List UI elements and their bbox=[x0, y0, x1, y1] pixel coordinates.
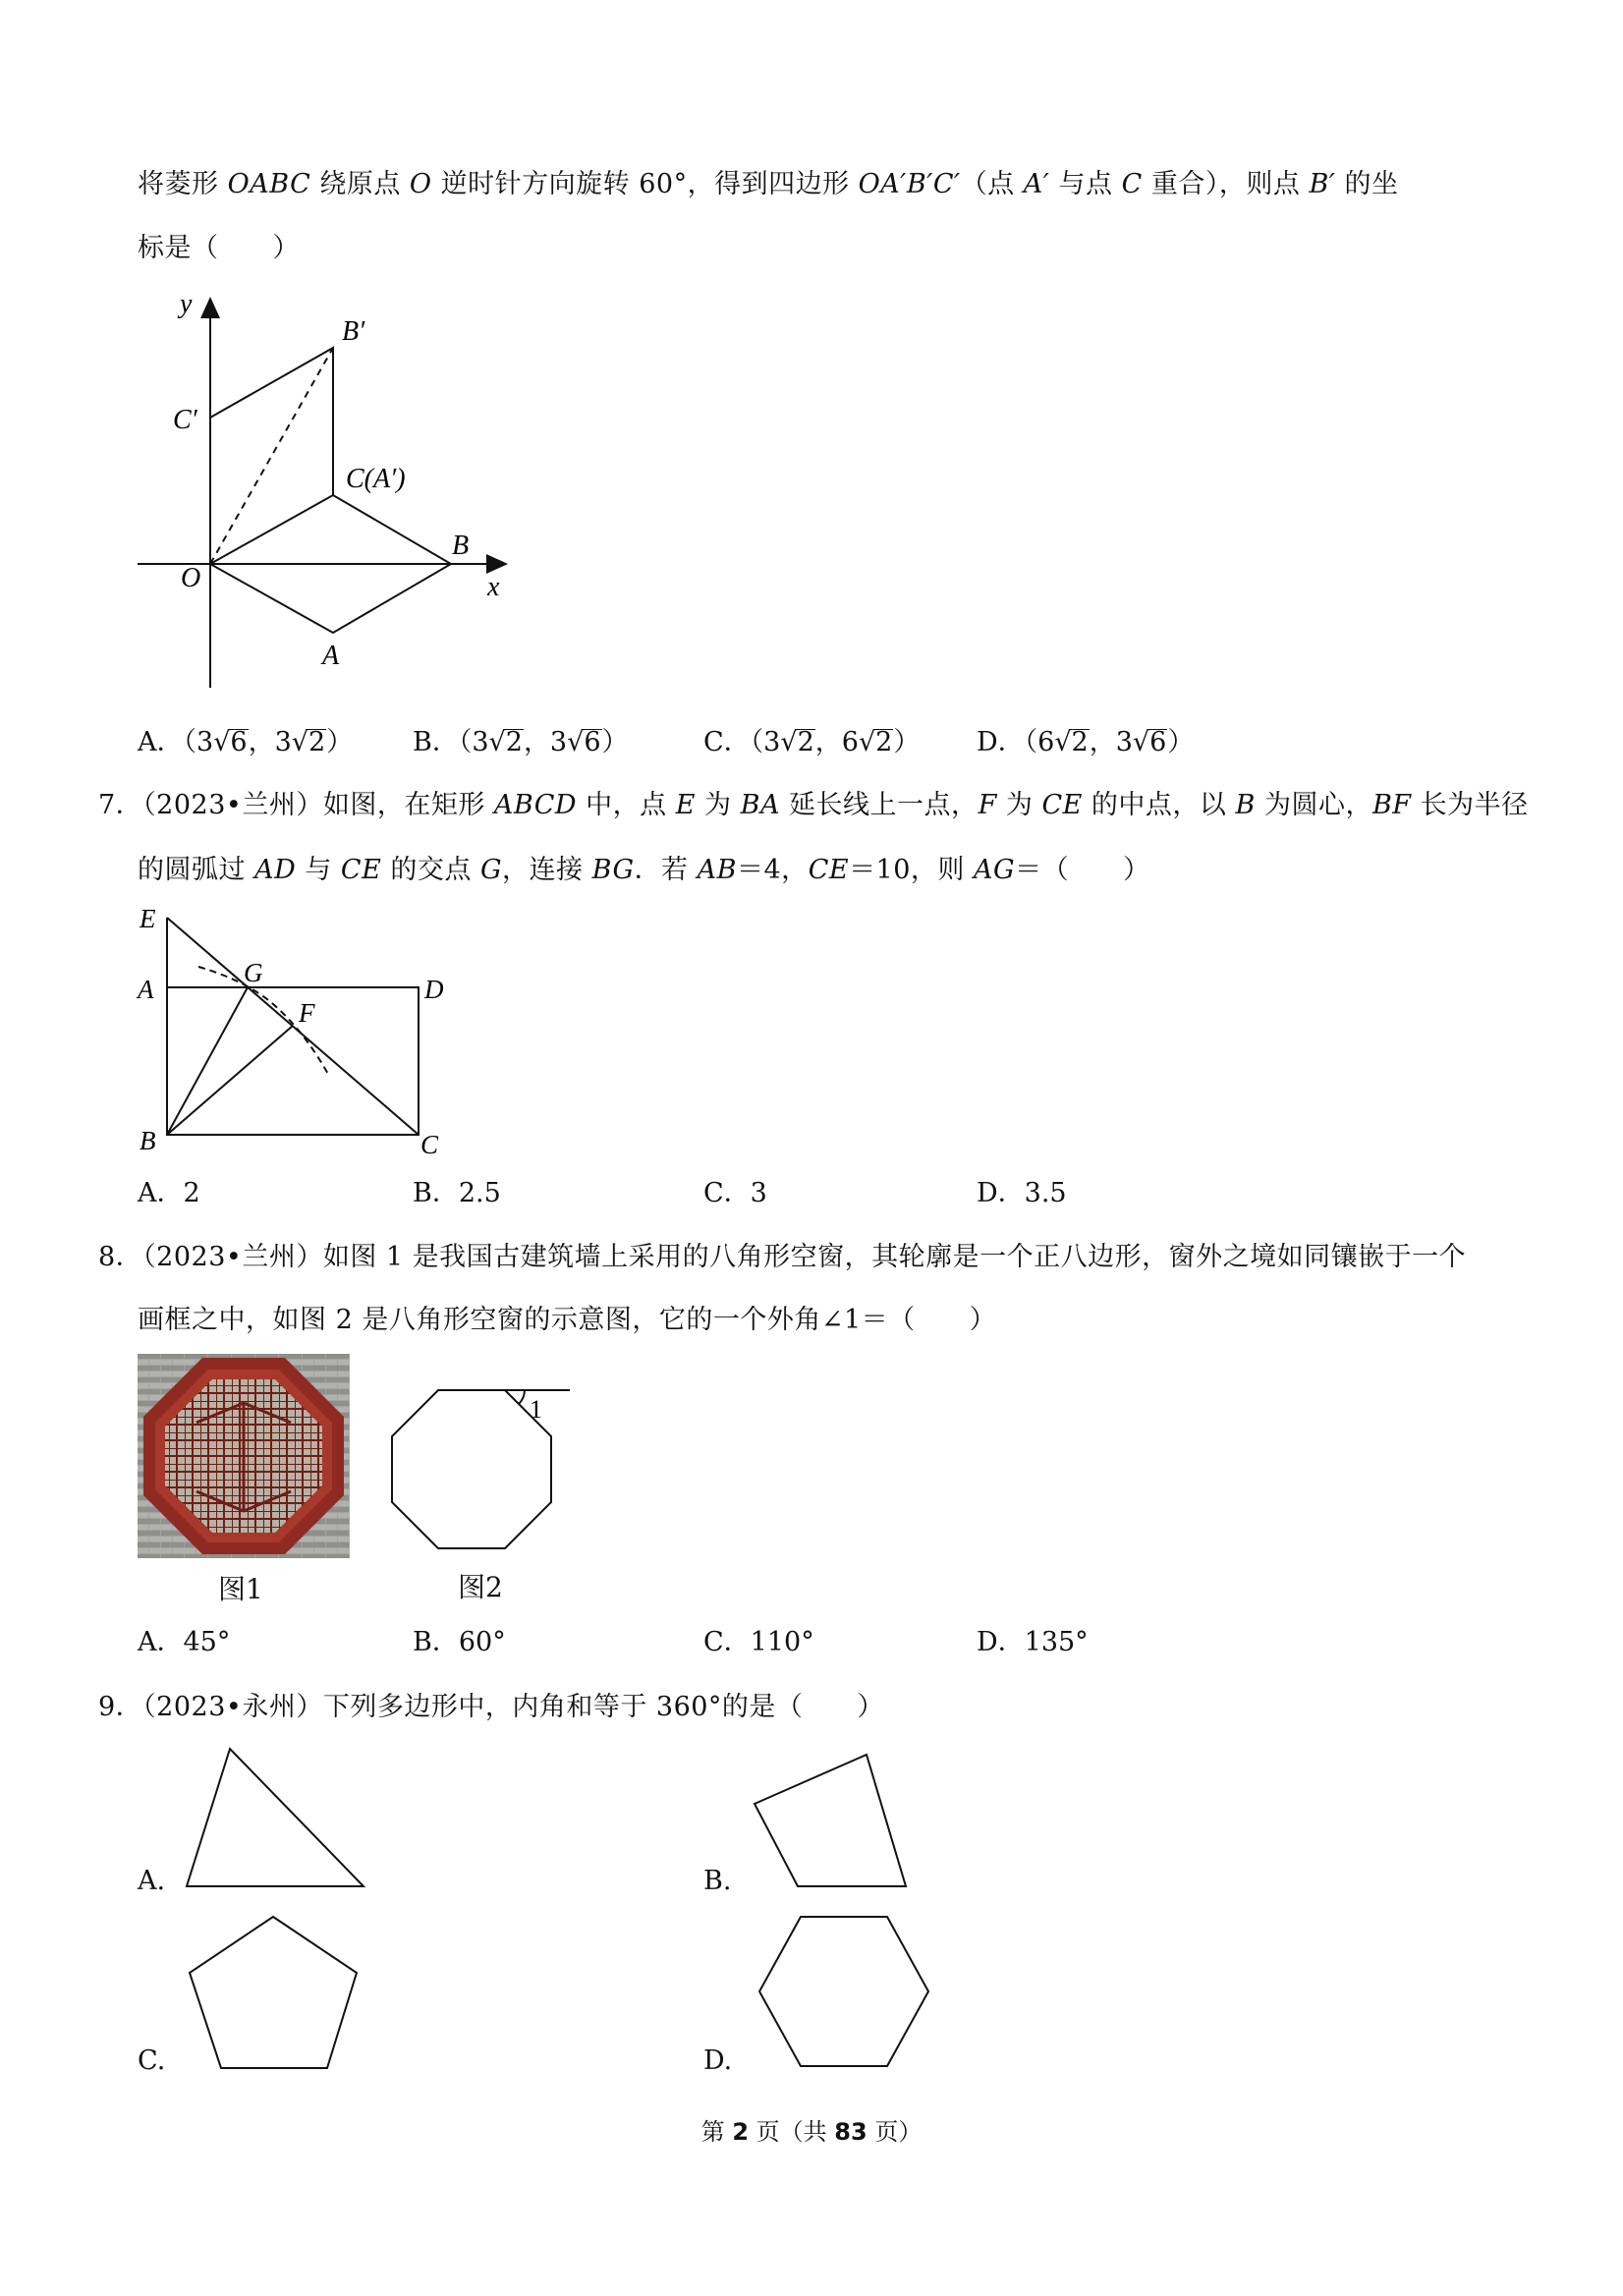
dashed-ob-prime bbox=[210, 348, 333, 564]
page-footer: 第 2 页（共 83 页） bbox=[700, 2118, 923, 2146]
quadrilateral-shape bbox=[755, 1755, 906, 1886]
label-x: x bbox=[487, 572, 500, 602]
q7-option-c[interactable]: C．3 bbox=[703, 1178, 767, 1208]
label-a: A bbox=[322, 641, 340, 671]
q8-stem-line2: 画框之中，如图 2 是八角形空窗的示意图，它的一个外角∠1＝（ ） bbox=[138, 1305, 997, 1335]
triangle-shape bbox=[187, 1749, 364, 1886]
q9-option-a[interactable]: A. bbox=[138, 1866, 166, 1896]
q9-stem-line1: 9．（2023•永州）下列多边形中，内角和等于 360°的是（ ） bbox=[98, 1692, 884, 1722]
line-bg bbox=[167, 987, 248, 1135]
pentagon-shape bbox=[190, 1917, 357, 2068]
label-b-prime: B′ bbox=[342, 316, 365, 347]
angle-arc bbox=[519, 1390, 525, 1404]
q9-option-d[interactable]: D. bbox=[703, 2045, 733, 2076]
q7-figure-rectangle bbox=[128, 894, 462, 1159]
q8-fig1-window-photo bbox=[138, 1354, 350, 1558]
regular-octagon bbox=[392, 1390, 551, 1548]
angle-label: 1 bbox=[530, 1395, 542, 1424]
q8-option-c[interactable]: C．110° bbox=[703, 1627, 814, 1657]
q6-var: OABC bbox=[227, 169, 311, 199]
q8-fig2-octagon bbox=[378, 1371, 580, 1567]
hexagon-shape bbox=[759, 1917, 928, 2066]
label-o: O bbox=[181, 563, 201, 593]
q7-option-b[interactable]: B．2.5 bbox=[413, 1178, 501, 1208]
page-number: 2 bbox=[732, 2118, 750, 2146]
label-b: B bbox=[140, 1126, 156, 1155]
q6-figure-rhombus-rotation bbox=[128, 285, 521, 698]
q7-stem-line2: 的圆弧过 AD 与 CE 的交点 G，连接 BG．若 AB＝4，CE＝10，则 AG＝（ ） bbox=[138, 855, 1150, 885]
rotated-quad bbox=[210, 348, 333, 564]
page-total: 83 bbox=[834, 2118, 867, 2146]
q7-option-d[interactable]: D．3.5 bbox=[977, 1178, 1067, 1208]
q9-option-b-quadrilateral[interactable] bbox=[747, 1749, 919, 1896]
label-g: G bbox=[244, 958, 263, 987]
q8-stem-line1: 8．（2023•兰州）如图 1 是我国古建筑墙上采用的八角形空窗，其轮廓是一个正八边形，窗外之境如同镶嵌于一个 bbox=[98, 1242, 1467, 1272]
q6-stem-line1: 将菱形 OABC 绕原点 O 逆时针方向旋转 60°，得到四边形 OA′B′C′（点 A′ 与点 C 重合），则点 B′ 的坐 bbox=[138, 169, 1399, 199]
label-y: y bbox=[180, 289, 193, 319]
q9-option-d-hexagon[interactable] bbox=[752, 1911, 938, 2078]
q6-stem-line2: 标是（ ） bbox=[138, 233, 300, 263]
q9-option-c[interactable]: C. bbox=[138, 2045, 166, 2076]
q7-option-a[interactable]: A．2 bbox=[138, 1178, 200, 1208]
q8-fig1-caption: 图1 bbox=[218, 1573, 263, 1605]
label-d: D bbox=[424, 975, 444, 1004]
q8-option-d[interactable]: D．135° bbox=[977, 1627, 1089, 1657]
q8-option-b[interactable]: B．60° bbox=[413, 1627, 506, 1657]
q6-option-c[interactable]: C．（3√2，6√2） bbox=[703, 727, 921, 757]
line-bf bbox=[167, 1026, 293, 1135]
q9-option-c-pentagon[interactable] bbox=[182, 1911, 368, 2078]
q7-stem-line1: 7．（2023•兰州）如图，在矩形 ABCD 中，点 E 为 BA 延长线上一点，F 为 CE 的中点，以 B 为圆心，BF 长为半径 bbox=[98, 790, 1529, 820]
q9-option-a-triangle[interactable] bbox=[177, 1739, 373, 1896]
q8-option-a[interactable]: A．45° bbox=[138, 1627, 231, 1657]
label-c-prime: C′ bbox=[173, 405, 197, 435]
label-e: E bbox=[140, 904, 156, 933]
label-c-a-prime: C(A′) bbox=[346, 464, 406, 494]
q6-option-b[interactable]: B．（3√2，3√6） bbox=[413, 727, 629, 757]
q8-fig2-caption: 图2 bbox=[458, 1571, 503, 1603]
q6-option-a[interactable]: A．（3√6，3√2） bbox=[138, 727, 354, 757]
label-c: C bbox=[420, 1130, 439, 1159]
q9-option-b[interactable]: B. bbox=[703, 1866, 732, 1896]
label-b: B bbox=[452, 531, 470, 561]
q6-option-d[interactable]: D．（6√2，3√6） bbox=[977, 727, 1195, 757]
label-f: F bbox=[299, 998, 315, 1028]
label-a: A bbox=[138, 975, 154, 1004]
